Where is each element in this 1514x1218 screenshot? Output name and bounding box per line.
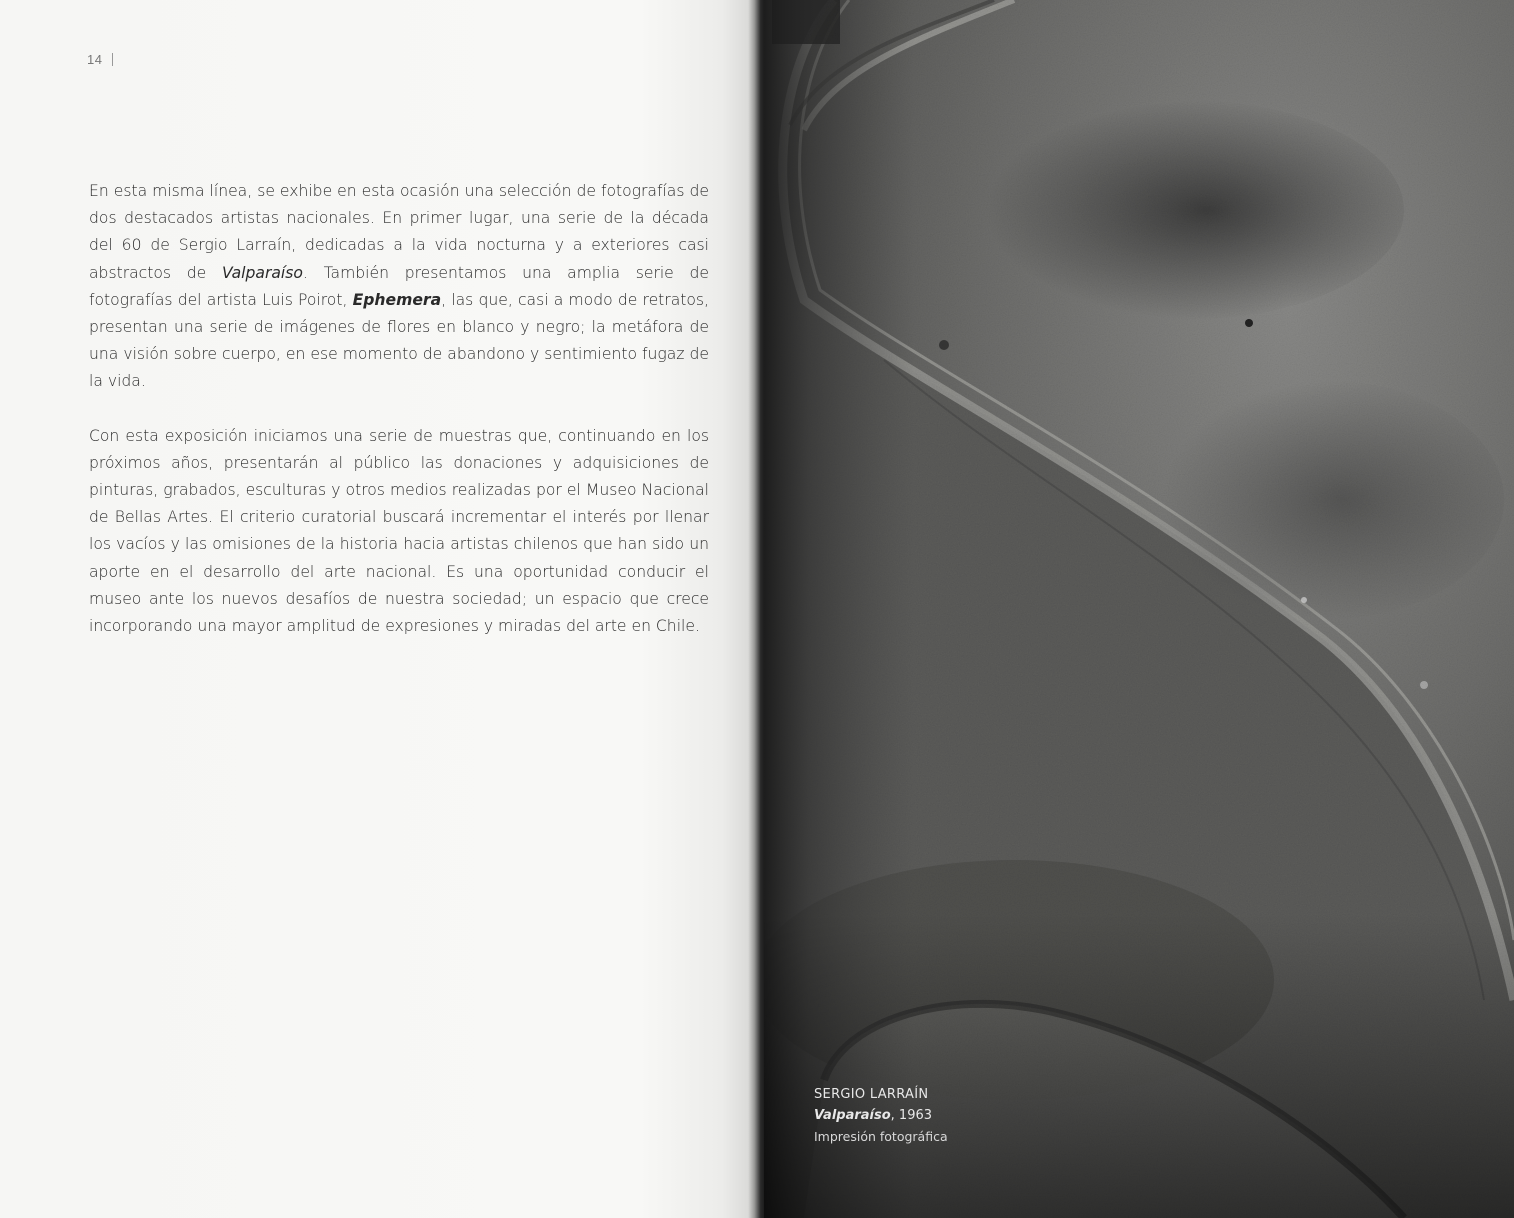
page-number-divider [112,53,113,66]
page-number [87,52,113,67]
body-text [89,178,709,667]
caption-medium: Impresión fotográfica [814,1129,948,1144]
paragraph-1-part-3: , las que, casi a modo de retratos, presentan una serie de imágenes de flores en blanco y negro; la metáfora de una visión sobre cuerpo, en ese momento de abandono y sentimiento fugaz de la vida. [89,290,709,391]
paragraph-1 [89,178,709,396]
photo-caption [814,1084,948,1147]
left-page [0,0,752,1218]
paragraph-2: Con esta exposición iniciamos una serie de muestras que, continuando en los próximos años, presentarán al público las donaciones y adquisiciones de pinturas, grabados, esculturas y otros medios realizadas por el Museo Nacional de Bellas Artes. El criterio curatorial buscará incrementar el interés por llenar los vacíos y las omisiones de la historia hacia artistas chilenos que han sido un aporte en el desarrollo del arte nacional. Es una oportunidad conducir el museo ante los nuevos desafíos de nuestra sociedad; un espacio que crece incorporando una mayor amplitud de expresiones y miradas del arte en Chile. [89,426,709,636]
right-page [764,0,1514,1218]
paragraph-1-part-2: . También presentamos una amplia serie de fotografías del artista Luis Poirot, [89,263,709,309]
caption-title: Valparaíso [814,1108,891,1123]
caption-artist: SERGIO LARRAÍN [814,1087,929,1102]
paragraph-1-italic-title: Valparaíso [221,263,303,282]
caption-year: , 1963 [890,1108,933,1123]
paragraph-1-part-1: En esta misma línea, se exhibe en esta ocasión una selección de fotografías de dos destacados artistas nacionales. En primer lugar, una serie de la década del 60 de Sergio Larraín, dedicadas a la vida nocturna y a exteriores casi abstractos de [89,182,709,282]
caption-work [814,1105,948,1126]
street-curb-photograph [764,0,1514,1218]
page-number-value: 14 [87,52,103,67]
paragraph-1-bold-title: Ephemera [352,290,442,309]
